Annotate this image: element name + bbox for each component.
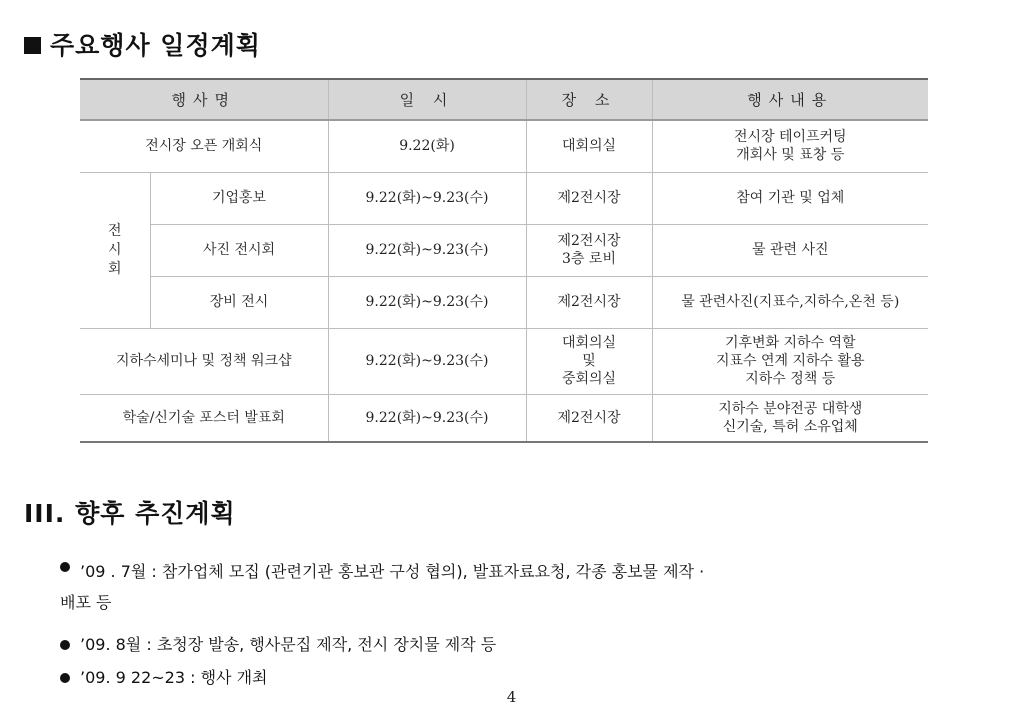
event-place-cell <box>526 328 652 394</box>
event-place-cell: 제2전시장 <box>526 276 652 328</box>
group-char: 전 <box>107 222 122 239</box>
event-name-cell: 기업홍보 <box>150 172 328 224</box>
event-content-cell: 물 관련사진(지표수,지하수,온천 등) <box>652 276 928 328</box>
event-date-cell: 9.22(화) <box>328 120 526 172</box>
plan-item-text: ’09. 8월 : 초청장 발송, 행사문집 제작, 전시 장치물 제작 등 <box>80 635 497 654</box>
event-name-cell: 장비 전시 <box>150 276 328 328</box>
header-datetime: 일 시 <box>328 79 526 120</box>
event-date-cell: 9.22(화)~9.23(수) <box>328 394 526 442</box>
header-place: 장 소 <box>526 79 652 120</box>
table-row <box>80 328 928 394</box>
content-line: 지하수 분야전공 대학생 <box>718 400 863 417</box>
event-place-cell: 제2전시장 <box>526 394 652 442</box>
plan-item-text: ’09 . 7월 : 참가업체 모집 (관련기관 홍보관 구성 협의), 발표자료요청, 각종 홍보물 제작 · <box>80 562 705 581</box>
group-char: 회 <box>107 260 122 277</box>
event-name-cell: 사진 전시회 <box>150 224 328 276</box>
event-content-cell: 참여 기관 및 업체 <box>652 172 928 224</box>
plan-item-text: ’09. 9 22~23 : 행사 개최 <box>80 668 268 687</box>
content-line: 지표수 연계 지하수 활용 <box>715 353 865 369</box>
page-number: 4 <box>506 688 517 706</box>
place-line: 3층 로비 <box>562 251 616 267</box>
event-name-cell: 지하수세미나 및 정책 워크샵 <box>80 328 328 394</box>
content-line: 신기술, 특허 소유업체 <box>722 418 858 435</box>
exhibition-group-cell <box>80 172 150 328</box>
list-item <box>60 556 960 634</box>
place-line: 제2전시장 <box>557 233 621 249</box>
event-date-cell: 9.22(화)~9.23(수) <box>328 276 526 328</box>
place-line: 대회의실 <box>561 335 617 351</box>
event-content-cell <box>652 328 928 394</box>
bullet-dot-icon <box>60 673 70 683</box>
event-name-cell: 전시장 오픈 개회식 <box>80 120 328 172</box>
header-event-name: 행사명 <box>80 79 328 120</box>
event-schedule-table <box>80 78 928 443</box>
table-row <box>80 224 928 276</box>
event-place-cell <box>526 224 652 276</box>
event-content-cell <box>652 394 928 442</box>
section-title <box>24 26 261 62</box>
event-place-cell: 대회의실 <box>526 120 652 172</box>
content-line: 지하수 정책 등 <box>745 371 836 387</box>
section3-title: III. 향후 추진계획 <box>24 499 236 528</box>
event-place-cell: 제2전시장 <box>526 172 652 224</box>
bullet-dot-icon <box>60 562 70 572</box>
plan-list <box>60 556 960 697</box>
section-title-text: 주요행사 일정계획 <box>50 31 261 60</box>
event-date-cell: 9.22(화)~9.23(수) <box>328 328 526 394</box>
square-bullet-icon <box>24 37 41 54</box>
event-date-cell: 9.22(화)~9.23(수) <box>328 224 526 276</box>
table-row <box>80 394 928 442</box>
plan-item-text-continued: 배포 등 <box>60 593 112 612</box>
content-line: 기후변화 지하수 역할 <box>724 335 856 351</box>
group-char: 시 <box>107 241 122 258</box>
event-name-cell: 학술/신기술 포스터 발표회 <box>80 394 328 442</box>
list-item <box>60 634 960 667</box>
header-content: 행사내용 <box>652 79 928 120</box>
table-row <box>80 172 928 224</box>
content-line: 전시장 테이프커팅 <box>733 129 847 146</box>
table-row <box>80 120 928 172</box>
place-line: 및 <box>582 353 596 369</box>
table-header-row <box>80 79 928 120</box>
place-line: 중회의실 <box>561 371 617 387</box>
event-content-cell: 물 관련 사진 <box>652 224 928 276</box>
event-date-cell: 9.22(화)~9.23(수) <box>328 172 526 224</box>
table-row <box>80 276 928 328</box>
bullet-dot-icon <box>60 640 70 650</box>
content-line: 개회사 및 표창 등 <box>736 147 845 164</box>
event-content-cell <box>652 120 928 172</box>
